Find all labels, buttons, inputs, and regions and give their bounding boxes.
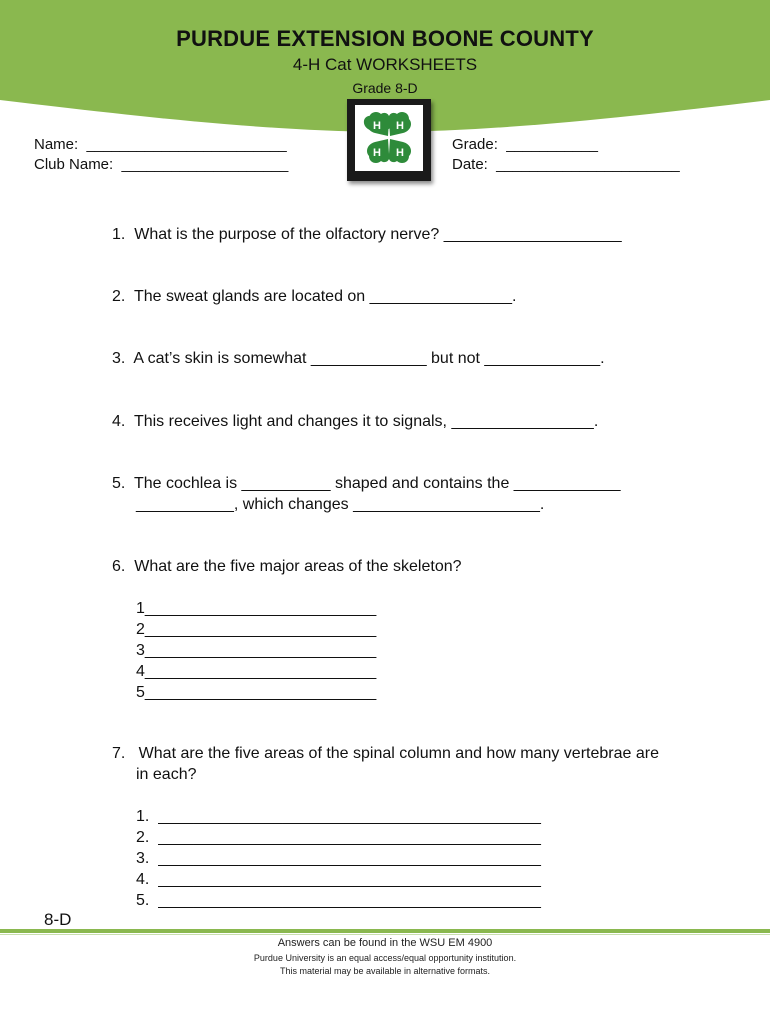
question-6-answer-5[interactable]: 5__________________________ [136,684,377,701]
answers-note: Answers can be found in the WSU EM 4900 [277,937,493,949]
question-1[interactable]: 1. What is the purpose of the olfactory nerve? ____________________ [112,226,622,243]
worksheet-subtitle: 4-H Cat WORKSHEETS [292,55,478,74]
footer-divider [0,929,770,933]
page-code: 8-D [44,910,72,929]
question-6-answer-3[interactable]: 3__________________________ [136,642,377,659]
footer-divider-accent [0,934,770,935]
question-7-answer-3[interactable]: 3. ___________________________________________ [136,850,541,867]
4-h-clover-logo-icon [355,105,423,171]
question-6-answer-4[interactable]: 4__________________________ [136,663,377,680]
question-7-answer-2[interactable]: 2. ___________________________________________ [136,829,541,846]
svg-text:H: H [373,120,381,132]
grade-level-label: Grade 8-D [352,80,418,96]
svg-text:H: H [396,147,404,159]
logo-frame [347,99,431,181]
question-7-answer-1[interactable]: 1. ___________________________________________ [136,808,541,825]
date-field[interactable]: Date: ______________________ [452,156,680,173]
question-5-line-1[interactable]: 5. The cochlea is __________ shaped and contains the ____________ [112,475,621,492]
equal-opportunity-statement: Purdue University is an equal access/equal opportunity institution. [253,953,517,963]
question-7-answer-5[interactable]: 5. ___________________________________________ [136,892,541,909]
svg-text:H: H [373,147,381,159]
question-6-answer-2[interactable]: 2__________________________ [136,621,377,638]
question-7-line-1: 7. What are the five areas of the spinal column and how many vertebrae are [112,745,659,762]
question-6: 6. What are the five major areas of the skeleton? [112,558,462,575]
question-7-line-2: in each? [136,766,197,783]
question-4[interactable]: 4. This receives light and changes it to signals, ________________. [112,413,599,430]
question-6-answer-1[interactable]: 1__________________________ [136,600,377,617]
alternative-formats-statement: This material may be available in alternative formats. [279,966,491,976]
name-field[interactable]: Name: ________________________ [34,136,287,153]
page-title: PURDUE EXTENSION BOONE COUNTY [176,26,594,51]
club-name-field[interactable]: Club Name: ____________________ [34,156,289,173]
question-3[interactable]: 3. A cat’s skin is somewhat _____________ but not _____________. [112,350,605,367]
question-5-line-2[interactable]: ___________, which changes _____________________. [136,496,545,513]
question-7-answer-4[interactable]: 4. ___________________________________________ [136,871,541,888]
question-2[interactable]: 2. The sweat glands are located on ________________. [112,288,517,305]
grade-field[interactable]: Grade: ___________ [452,136,598,153]
svg-text:H: H [396,120,404,132]
